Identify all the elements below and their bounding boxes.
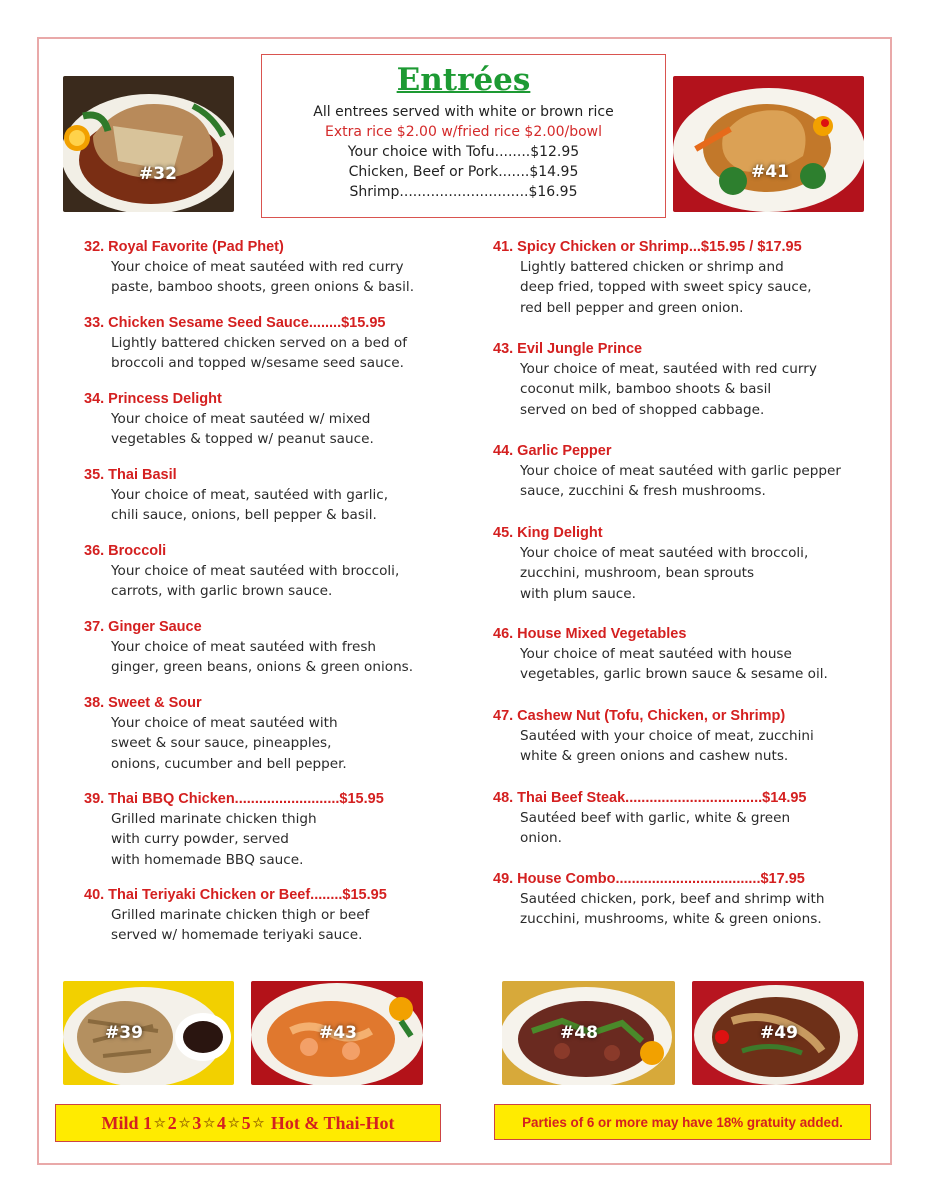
star-icon: ☆	[228, 1115, 240, 1130]
legend-hot-label: Hot & Thai-Hot	[270, 1112, 395, 1133]
item-desc-line: zucchini, mushroom, bean sprouts	[520, 565, 755, 582]
menu-item-44	[493, 441, 863, 502]
item-desc-line: Sautéed beef with garlic, white & green	[520, 810, 791, 826]
item-desc-line: Your choice of meat sautéed w/ mixed	[111, 411, 371, 427]
photo-label: #41	[751, 162, 789, 182]
legend-level-1: 1	[143, 1112, 153, 1133]
dish-32-illustration	[63, 76, 234, 212]
item-desc-line: served on bed of shopped cabbage.	[520, 401, 765, 418]
menu-item-48	[493, 788, 863, 849]
gratuity-note	[494, 1104, 871, 1140]
menu-item-45	[493, 523, 863, 604]
item-desc-line: red bell pepper and green onion.	[520, 299, 744, 316]
item-desc-line: broccoli and topped w/sesame seed sauce.	[111, 355, 404, 372]
menu-item-34	[84, 389, 454, 450]
item-desc-line: coconut milk, bamboo shoots & basil	[520, 381, 772, 398]
item-desc-line: vegetables & topped w/ peanut sauce.	[111, 431, 374, 448]
photo-label: #48	[560, 1023, 598, 1043]
menu-item-39	[84, 789, 454, 870]
price-chicken-beef-pork: Chicken, Beef or Pork.......$14.95	[348, 164, 579, 180]
item-desc-line: deep fried, topped with sweet spicy sauce,	[520, 279, 812, 296]
star-icon: ☆	[252, 1115, 265, 1130]
item-desc-line: onions, cucumber and bell pepper.	[111, 755, 347, 772]
item-desc-line: zucchini, mushrooms, white & green onions.	[520, 911, 822, 928]
item-title: 36. Broccoli	[84, 543, 167, 559]
item-desc-line: Your choice of meat sautéed with broccoli,	[520, 545, 809, 561]
item-title: 38. Sweet & Sour	[84, 695, 202, 711]
legend-mild-label: Mild	[101, 1112, 139, 1133]
item-title: 37. Ginger Sauce	[84, 619, 202, 635]
item-desc-line: Your choice of meat sautéed with house	[520, 646, 792, 662]
item-desc-line: sauce, zucchini & fresh mushrooms.	[520, 483, 766, 500]
legend-level-3: 3	[192, 1112, 202, 1133]
item-desc-line: white & green onions and cashew nuts.	[520, 748, 789, 765]
price-tofu: Your choice with Tofu........$12.95	[347, 144, 580, 160]
price-shrimp: Shrimp.............................$16.95	[349, 184, 578, 200]
item-desc-line: Your choice of meat sautéed with	[111, 715, 338, 731]
star-icon: ☆	[154, 1115, 166, 1130]
item-desc-line: Your choice of meat sautéed with fresh	[111, 639, 377, 655]
photo-dish-39	[63, 981, 234, 1085]
item-title: 41. Spicy Chicken or Shrimp...$15.95 / $17.95	[493, 239, 802, 255]
item-desc-line: Sautéed with your choice of meat, zucchini	[520, 728, 814, 744]
item-desc-line: with curry powder, served	[111, 831, 289, 848]
entrees-header-box	[261, 54, 666, 218]
item-title: 46. House Mixed Vegetables	[493, 626, 687, 642]
photo-dish-41	[673, 76, 864, 212]
rice-note: All entrees served with white or brown rice	[313, 104, 614, 120]
item-desc-line: Grilled marinate chicken thigh	[111, 811, 317, 827]
menu-item-33	[84, 313, 454, 374]
gratuity-note-text: Parties of 6 or more may have 18% gratuity added.	[522, 1114, 843, 1130]
item-title: 39. Thai BBQ Chicken..........................$15.95	[84, 791, 384, 807]
photo-dish-43	[251, 981, 423, 1085]
item-title: 48. Thai Beef Steak..................................$14.95	[493, 790, 807, 806]
item-desc-line: Lightly battered chicken or shrimp and	[520, 259, 784, 275]
photo-dish-48	[502, 981, 675, 1085]
item-desc-line: sweet & sour sauce, pineapples,	[111, 735, 332, 752]
item-desc-line: Lightly battered chicken served on a bed of	[111, 335, 408, 351]
photo-label: #32	[139, 164, 177, 184]
spice-level-legend	[55, 1104, 441, 1142]
star-icon: ☆	[203, 1115, 215, 1130]
legend-level-5: 5	[241, 1112, 251, 1133]
item-title: 43. Evil Jungle Prince	[493, 341, 643, 357]
menu-item-40	[84, 885, 454, 946]
item-desc-line: onion.	[520, 830, 562, 847]
item-title: 47. Cashew Nut (Tofu, Chicken, or Shrimp)	[493, 708, 786, 724]
item-desc-line: chili sauce, onions, bell pepper & basil.	[111, 507, 377, 524]
menu-item-35	[84, 465, 454, 526]
menu-item-49	[493, 869, 863, 930]
item-title: 33. Chicken Sesame Seed Sauce........$15.95	[84, 315, 386, 331]
item-title: 49. House Combo....................................$17.95	[493, 871, 805, 887]
photo-dish-49	[692, 981, 864, 1085]
extra-rice-note: Extra rice $2.00 w/fried rice $2.00/bowl	[324, 124, 603, 140]
page-title: Entrées	[396, 62, 531, 98]
dish-39-illustration	[63, 981, 234, 1085]
menu-item-47	[493, 706, 863, 767]
menu-item-41	[493, 237, 863, 318]
item-desc-line: Your choice of meat, sautéed with red curry	[520, 361, 817, 377]
dish-41-illustration	[673, 76, 864, 212]
item-title: 40. Thai Teriyaki Chicken or Beef........$15.95	[84, 887, 387, 903]
item-desc-line: Grilled marinate chicken thigh or beef	[111, 907, 370, 923]
menu-item-37	[84, 617, 454, 678]
legend-level-4: 4	[217, 1112, 226, 1133]
item-desc-line: carrots, with garlic brown sauce.	[111, 583, 333, 600]
item-title: 32. Royal Favorite (Pad Phet)	[84, 239, 284, 255]
item-desc-line: ginger, green beans, onions & green onions.	[111, 659, 414, 676]
item-title: 35. Thai Basil	[84, 467, 177, 483]
item-desc-line: Your choice of meat, sautéed with garlic,	[111, 487, 389, 503]
item-desc-line: Sautéed chicken, pork, beef and shrimp with	[520, 891, 825, 907]
menu-item-32	[84, 237, 454, 298]
item-title: 44. Garlic Pepper	[493, 443, 612, 459]
legend-level-2: 2	[167, 1112, 177, 1133]
item-desc-line: Your choice of meat sautéed with garlic pepper	[520, 463, 841, 479]
menu-item-46	[493, 624, 863, 685]
photo-dish-32	[63, 76, 234, 212]
photo-label: #39	[105, 1023, 143, 1043]
item-title: 45. King Delight	[493, 525, 603, 541]
item-desc-line: served w/ homemade teriyaki sauce.	[111, 927, 363, 944]
photo-label: #43	[319, 1023, 357, 1043]
item-desc-line: vegetables, garlic brown sauce & sesame oil.	[520, 666, 828, 683]
item-title: 34. Princess Delight	[84, 391, 222, 407]
menu-item-36	[84, 541, 454, 602]
item-desc-line: Your choice of meat sautéed with broccoli,	[111, 563, 400, 579]
menu-item-43	[493, 339, 863, 420]
item-desc-line: with plum sauce.	[520, 585, 636, 602]
star-icon: ☆	[178, 1115, 191, 1130]
photo-label: #49	[760, 1023, 798, 1043]
item-desc-line: paste, bamboo shoots, green onions & basil.	[111, 279, 415, 296]
item-desc-line: Your choice of meat sautéed with red curry	[111, 259, 404, 275]
item-desc-line: with homemade BBQ sauce.	[111, 851, 304, 868]
menu-item-38	[84, 693, 454, 774]
